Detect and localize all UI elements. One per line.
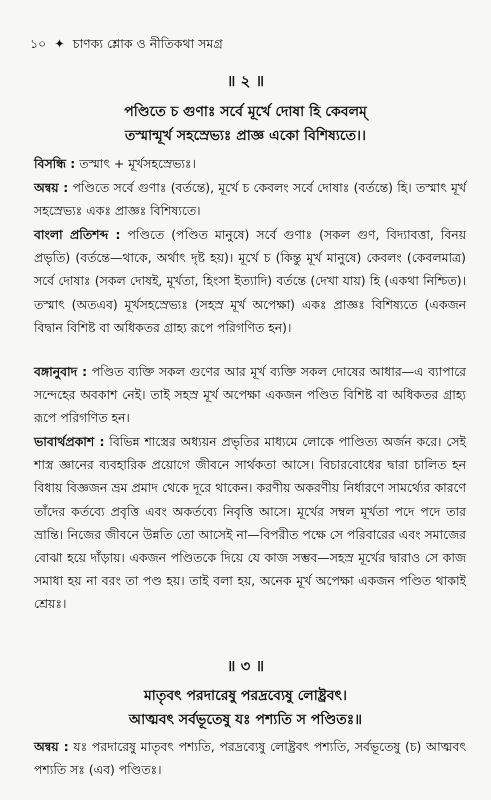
diamond-icon: ✦ bbox=[54, 36, 65, 51]
page-header bbox=[30, 36, 223, 56]
verse-2-pratishabda bbox=[34, 223, 466, 339]
anvaya-text: পণ্ডিতে সর্বে গুণাঃ (বর্তন্তে), মূর্খে চ কেবলং সর্বে দোষাঃ (বর্তন্তে) হি। তস্মাৎ মূর্খ সহস্রেভ্যঃ একঃ প্রাজ্ঞঃ বিশিষ্যতে। bbox=[34, 180, 467, 219]
verse-2-line-2: তস্মান্মূর্খ সহস্রেভ্যঃ প্রাজ্ঞ একো বিশিষ্যতে।। bbox=[124, 128, 367, 144]
anubad-label: বঙ্গানুবাদ : bbox=[34, 364, 88, 379]
pratishabda-label: বাংলা প্রতিশব্দ : bbox=[34, 227, 121, 242]
pratishabda-text: পণ্ডিতে (পণ্ডিত মানুষে) সর্বে গুণাঃ (সকল গুণ, বিদ্যাবত্তা, বিনয় প্রভৃতি) (বর্তন্তে—থাকে, অর্থাৎ দৃষ্ট হয়)। মূর্খে চ (কিন্তু মূর্খ মানুষে) কেবলং (কেবলমাত্র) সর্বে দোষাঃ (সকল দোষই, মূর্খতা, হিংসা ইত্যাদি) বর্তন্তে (দেখা যায়) হি (একথা নিশ্চিত)। তস্মাৎ (অতএব) মূর্খসহস্রেভ্যঃ (সহস্র মূর্খ অপেক্ষা) একঃ প্রাজ্ঞঃ বিশিষ্যতে (একজন বিদ্বান বিশিষ্ট বা অধিকতর গ্রাহ্য রূপে পরিগণিত হন)। bbox=[34, 227, 466, 335]
verse-2-number: ॥ ২ ॥ bbox=[226, 72, 265, 90]
verse-2-line-1: পণ্ডিতে চ গুণাঃ সর্বে মূর্খে দোষা হি কেবলম্‌ bbox=[124, 104, 367, 120]
anvaya-label: অন্বয় : bbox=[34, 180, 69, 195]
verse-3-number: ॥ ৩ ॥ bbox=[226, 657, 265, 675]
verse-2-bhavartha bbox=[34, 430, 466, 616]
bhavartha-label: ভাবার্থপ্রকাশ : bbox=[34, 434, 105, 449]
page-number: ১০ bbox=[30, 36, 47, 51]
anvaya-3-text: যঃ পরদারেষু মাতৃবৎ পশ্যতি, পরদ্রব্যেষু লোষ্ট্রবৎ পশ্যতি, সর্বভূতেষু (চ) আত্মবৎ পশ্যতি সঃ (এব) পণ্ডিতঃ। bbox=[34, 739, 467, 778]
verse-2-sandhi bbox=[34, 152, 466, 175]
bhavartha-text: বিভিন্ন শাস্ত্রের অধ্যয়ন প্রভৃতির মাধ্যমে লোকে পাণ্ডিত্য অর্জন করে। সেই শাস্ত্র জ্ঞানের ব্যবহারিক প্রয়োগে জীবনে সার্থকতা আসে। বিচারবোধের দ্বারা চালিত হন বিধায় বিজ্ঞজন ভ্রম প্রমাদ থেকে দূরে থাকেন। করণীয় অকরণীয় নির্ধারণে সামর্থ্যের কারণে তাঁদের কর্তব্যে প্রবৃত্তি এবং অকর্তব্যে নিবৃত্তি আসে। মূর্খের সম্বল মূর্খতা পদে পদে তার ভ্রান্তি। নিজের জীবনে উন্নতি তো আসেই না—বিপরীত পক্ষে সে পরিবারের এবং সমাজের বোঝা হয়ে দাঁড়ায়। একজন পণ্ডিতকে দিয়ে যে কাজ সম্ভব—সহস্র মূর্খের দ্বারাও সে কাজ সমাধা হয় না বরং তা পণ্ড হয়। তাই বলা হয়, অনেক মূর্খ অপেক্ষা একজন পণ্ডিত থাকাই শ্রেয়ঃ। bbox=[34, 434, 466, 612]
book-title: চাণক্য শ্লোক ও নীতিকথা সমগ্র bbox=[72, 36, 223, 51]
verse-3-line-1: মাতৃবৎ পরদারেষু পরদ্রব্যেষু লোষ্ট্রবৎ। bbox=[144, 688, 347, 704]
verse-2-anvaya bbox=[34, 176, 466, 222]
sandhi-text: তস্মাৎ + মূর্খসহস্রেভ্যঃ। bbox=[75, 156, 196, 171]
verse-2-anubad bbox=[34, 360, 466, 430]
verse-3-anvaya bbox=[34, 735, 466, 781]
verse-3-line-2: আত্মবৎ সর্বভূতেষু যঃ পশ্যতি স পণ্ডিতঃ॥ bbox=[128, 712, 363, 728]
anvaya-3-label: অন্বয় : bbox=[34, 739, 69, 754]
sandhi-label: বিসন্ধি : bbox=[34, 156, 76, 171]
anubad-text: পণ্ডিত ব্যক্তি সকল গুণের আর মূর্খ ব্যক্তি সকল দোষের আধার—এ ব্যাপারে সন্দেহের অবকাশ নেই। তাই সহস্র মূর্খ অপেক্ষা একজন পণ্ডিত বিশিষ্ট বা অধিকতর গ্রাহ্য রূপে পরিগণিত হন। bbox=[34, 364, 466, 426]
